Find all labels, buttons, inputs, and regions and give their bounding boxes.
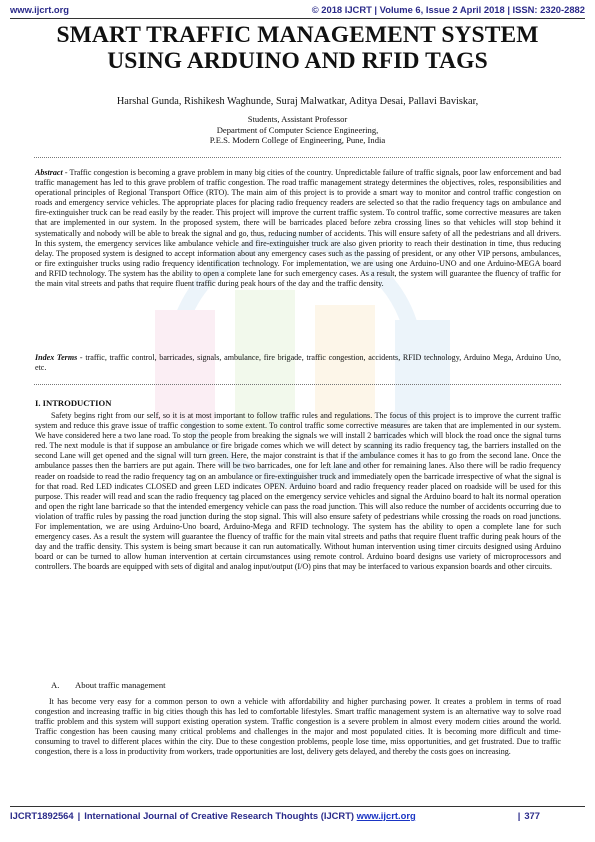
abstract-label: Abstract - bbox=[35, 168, 68, 177]
subsection-title: About traffic management bbox=[75, 680, 166, 690]
affiliation-line-1: Students, Assistant Professor bbox=[247, 114, 348, 124]
footer-journal: International Journal of Creative Research Thoughts (IJCRT) bbox=[84, 810, 355, 821]
subsection-number: A. bbox=[51, 680, 60, 690]
footer-separator-page: | bbox=[517, 810, 521, 821]
affiliation-line-3: P.E.S. Modern College of Engineering, Pune, India bbox=[209, 135, 386, 145]
author-list: Harshal Gunda, Rishikesh Waghunde, Suraj Malwatkar, Aditya Desai, Pallavi Baviskar, bbox=[116, 96, 479, 107]
affiliation bbox=[20, 114, 575, 146]
footer-separator: | bbox=[77, 810, 81, 821]
traffic-management-text: It has become very easy for a common person to own a vehicle with affordability and higher purchasing power. It creates a problem in terms of road congestion and increasing traffic in big cities though this has led to comfortable lifestyles. Smart traffic management system is an alternative way to solve road traffic problem and this system will support existing operation system. Traffic congestion is a severe problem in almost every modern cities around the world. Traffic congestion has been causing many critical problems and challenges in the major and most populated cities. It is becoming more difficult and time-consuming to travel to different places within the city. Due to these congestion problems, people lose time, miss opportunities, and get frustrated. Due to traffic congestion, there is a loss in productivity from workers, trade opportunities are lost, delivery gets delayed, and thereby the costs goes on increasing. bbox=[35, 697, 561, 757]
abstract bbox=[35, 168, 561, 289]
index-terms bbox=[35, 353, 561, 373]
header-site: www.ijcrt.org bbox=[10, 4, 70, 15]
abstract-divider bbox=[34, 384, 561, 385]
index-terms-text: traffic, traffic control, barricades, signals, ambulance, fire brigade, traffic congestion, accidents, RFID technology, Arduino Mega, Arduino Uno, etc. bbox=[35, 353, 562, 373]
index-terms-label: Index Terms - bbox=[35, 353, 83, 362]
paper-title bbox=[20, 22, 575, 74]
abstract-text: Traffic congestion is becoming a grave problem in many big cities of the country. Unpredictable failure of traffic signals, poor law enforcement and bad traffic management has led to this grave problem of traffic congestion. The road traffic management strategy determines the objectives, roles, responsibilities and operational principles of Regional Transport Office (RTO). The main aim of this project is to provide a smart way to monitor and control traffic congestion on roads and emergency service vehicles. The appropriate places for placing radio frequency readers are selected so that the radio frequency tags on ambulance and fire-extinguisher truck can be read easily by the reader. This project will improve the current traffic system. To control traffic, some corrective measures are taken that are implemented in our system. In the proposed system, there will be barricades placed before zebra crossing lines so that vehicles will stop behind it systematically and nobody will be able to break the signal and go, thus, reducing number of accidents. This will ensure safety of all the pedestrians and all drivers. In this system, the emergency services like ambulance vehicle and fire-extinguisher truck are also given priority to reach their destination in time, thus reducing delay. The proposed system is designed to accept information about any emergency cases such as the passing of president, or any other VIP persons, ambulances, or fire extinguisher trucks using radio frequency identification technology. For implementation, we are using one Arduino-UNO and one Arduino-MEGA board and RFID technology. The system has the ability to open a complete lane for such emergency cases. As a result, the system will guarantee the fluency of traffic for the main vital streets and paths that require fluent traffic during peak hours of the day and the traffic density. bbox=[35, 168, 561, 289]
title-line-1: SMART TRAFFIC MANAGEMENT SYSTEM bbox=[56, 22, 539, 48]
section-heading-introduction: I. INTRODUCTION bbox=[35, 398, 112, 408]
running-header bbox=[10, 4, 585, 17]
title-line-2: USING ARDUINO AND RFID TAGS bbox=[107, 48, 488, 74]
footer-site-link[interactable]: www.ijcrt.org bbox=[356, 810, 416, 821]
title-divider bbox=[34, 157, 561, 158]
footer-paper-id: IJCRT1892564 bbox=[10, 810, 74, 821]
footer-rule bbox=[10, 806, 585, 807]
subsection-heading bbox=[51, 680, 166, 690]
introduction-text: Safety begins right from our self, so it is at most important to follow traffic rules and regulations. The focus of this project is to improve the current traffic system and reduce this grave issue of traffic congestion to some extent. To control traffic some corrective measures are taken that are implemented in our system. We have considered here a two lane road. To stop the people from breaking the signals we will install 2 barricades which will block the road once the signal turns red. The next module is that if suppose an ambulance or fire brigade comes which we will detect by scanning its radio frequency tag, the barriers installed on the second Lane will get opened and the signal will turn green. Here, the major constraint is that if the ambulance comes it has to go from the second lane. Once the ambulance passes then the barriers are put again. There will be two barricades, one for left lane and other for remaining lanes. Also there will be radio frequency reader on roadside to read the radio frequency tag on an ambulance or fire-extinguisher truck and immediately open the barricade irrespective of what the signal is for that road. Red LED indicates CLOSED and green LED indicates OPEN. Arduino board and radio frequency reader placed on roadside will be used for this purpose. This reader will read and scan the radio frequency tag placed on the emergency service vehicles and signal the Arduino board to halt its normal operation and open the right lane barricade so that the intended emergency vehicle can pass the road junction. This will also reduce the number of accidents occurring due to violation of traffic rules by passing the road junction during the stop signal. This will also ensure safety of pedestrians while crossing the roads on road junctions. For implementation, we are using Arduino-Uno board, Arduino-Mega and RFID technology. The system has the ability to open a complete lane for such emergency cases. As a result the system will guarantee the fluency of traffic for the main vital streets and paths that require fluent traffic during peak hours of the day and the traffic density. This system is being smart because it can run automatically. Without human intervention using timer circuits designed using Arduino board or can be turned to allow human intervention at certain circumstances using remote control. Arduino board designs use variety of microprocessors and controllers. The boards are equipped with sets of digital and analog input/output (I/O) pins that may be interfaced to various expansion boards and other circuits. bbox=[35, 411, 561, 572]
affiliation-line-2: Department of Computer Science Engineering, bbox=[216, 124, 379, 135]
header-rule bbox=[10, 18, 585, 19]
header-issue-info: © 2018 IJCRT | Volume 6, Issue 2 April 2018 | ISSN: 2320-2882 bbox=[311, 4, 585, 15]
footer-page-number bbox=[514, 810, 540, 821]
running-footer bbox=[10, 810, 585, 821]
page-number: 377 bbox=[524, 810, 540, 821]
